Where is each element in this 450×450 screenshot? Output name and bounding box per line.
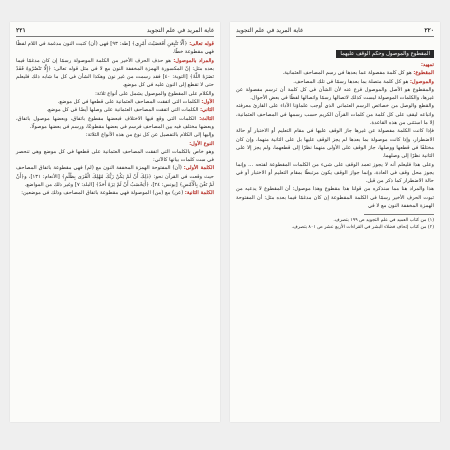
paragraph: والكلام على المقطوع والموصول يشمل على أنواع ثلاثة: bbox=[95, 90, 214, 97]
paragraph: الكلمة الثانية: (عن) مع (من) الموصولة فهي مقطوعة باتفاق المصاحف وذلك في موضعين: bbox=[21, 190, 214, 197]
page-number: ٢٢١ bbox=[16, 27, 26, 34]
page-number: ٢٢٠ bbox=[424, 27, 434, 34]
paragraph: وإليها إلى الكلام بالتفصيل عن كل نوع من هذه الأنواع الثلاثة: bbox=[85, 132, 214, 139]
running-title: غاية المريد في علم التجويد bbox=[146, 27, 214, 34]
paragraph: الثالث: الكلمات التي وقع فيها الاختلاف فبعضها مقطوع باتفاق، وبعضها موصول باتفاق، وبعضها مختلف فيه بين المصاحف فرسم في بعضها مقطوعًا، ورسم في بعضها موصولًا. bbox=[16, 115, 214, 130]
paragraph: وعلى هذا فليعلم أنه لا يجوز تعمد الوقف على شيء من الكلمات المقطوعة لفتحه … وإنما يجوز محل وقف في العادة، وإنما جواز الوقف يكون مرتبطًا بمقام التعليم أو الاختبار أو في حالة الاضطرار كما ذكر من قبل. bbox=[236, 161, 434, 185]
left-running-head bbox=[16, 26, 214, 37]
paragraph: الأول: الكلمات التي اتفقت المصاحف العثمانية على قطعها في كل موضع. bbox=[57, 99, 214, 106]
paragraph: وهو خاص بالكلمات التي اتفقت المصاحف العثمانية على قطعها في كل موضع وهي تنحصر في ست كلمات بيانها كالآتي: bbox=[16, 148, 214, 164]
paragraph: والمقطوع هو الأصل والموصول فرع عنه لأن الشأن في كل كلمة أن ترسم مفصولة عن غيرها، والكلمات الموصولة ليست كذلك لاتصالها رسمًا واتصالها لفظًا في بعض الأحوال. bbox=[236, 86, 434, 102]
footnote: (١) من كتاب العميد في علم التجويد ص ١٩٩ بتصرف. bbox=[333, 218, 434, 224]
paragraph: هذا والمراد هنا مما سنذكره من قولنا هذا مقطوع وهذا موصول: أن المقطوع لا يدعيه من ثبوت الحرف الأخير رسمًا في الكلمة المقطوعة إن كان مدغمًا فيما بعده مثل: أن المفتوحة الهمزة المخففة النون مع لا في bbox=[236, 186, 434, 210]
footnote-divider bbox=[364, 214, 434, 215]
paragraph: والقطع والوصل من خصائص الرسم العثماني الذي أوجب علماؤنا الأداء على القارئ معرفته واتباعه ليقف على كل كلمة من كلمات القرآن الكريم حسب رسمها في المصاحف العثمانية، إلا ما استثنى من هذه القاعدة. bbox=[236, 103, 434, 127]
paragraph: الكلمة الأولى: (أن) المفتوحة الهمزة المخففة النون مع (لم) فهي مقطوعة باتفاق المصاحف حيث وقعت في القرآن نحو: ﴿ذَلِكَ أَنْ لَمْ يَكُنْ رَبُّكَ مُهْلِكَ الْقُرَى بِظُلْمٍ﴾ [الأنعام: ١٣١]، و﴿أَنْ لَمْ تَغْنَ بِالْأَمْسِ﴾ [يونس: ٢٤]، ﴿أَيَحْسَبُ أَنْ لَمْ يَرَهُ أَحَدٌ﴾ [البلد: ٧] وغير ذلك من المواضع. bbox=[16, 165, 215, 189]
footnote: (٢) من كتاب إتحاف فضلاء البشر في القراءات الأربع عشر ص ٨٠١ بتصرف. bbox=[291, 225, 434, 231]
right-page bbox=[230, 22, 440, 422]
paragraph: والموصول: هو كل كلمة متصلة بما بعدها رسمًا في تلك المصاحف. bbox=[293, 78, 434, 85]
subheading: النوع الأول: bbox=[189, 140, 214, 147]
footnotes bbox=[236, 217, 434, 231]
running-title: غاية المريد في علم التجويد bbox=[236, 27, 304, 34]
right-running-head bbox=[236, 26, 434, 37]
left-page bbox=[10, 22, 220, 422]
left-body-text bbox=[16, 40, 214, 198]
paragraph: الثاني: الكلمات التي اتفقت المصاحف العثمانية على وصلها أيضًا في كل موضع. bbox=[46, 107, 214, 114]
paragraph: تمهيد: bbox=[420, 62, 434, 68]
paragraph: قوله تعالى: ﴿أَلَّا تَتَّبِعَنِ أَفَعَصَيْتَ أَمْرِي﴾ [طه: ٩٣] فهي (أن) كتبت النون مدغمة في اللام لفظًا فهي مقطوعة خطًا. bbox=[16, 41, 214, 56]
section-heading: المقطوع والموصول وحكم الوقف عليهما bbox=[336, 50, 434, 58]
paragraph: فإذا كانت الكلمة مفصولة عن غيرها جاز الوقف عليها في مقام التعليم أو الاختبار أو حالة الاضطرار، وإذا كانت موصولة بما بعدها لم يجز الوقف عليها بل على الثانية منهما، وإن كان مختلفًا في قطعها ووصلها، جاز الوقف على الأولى منهما نظرًا إلى قطعهما، ولم يجز إلا على الثانية نظرًا إلى وصلهما. bbox=[236, 128, 434, 160]
paragraph: المقطوع: هو كل كلمة مفصولة عما بعدها في رسم المصاحف العثمانية. bbox=[282, 70, 434, 77]
paragraph: والمراد بالموصول: هو حذف الحرف الأخير من الكلمة الموصولة رسمًا إن كان مدغمًا فيما بعده مثل: إنّ المكسورة الهمزة المخففة النون مع لا في مثل قوله تعالى: ﴿إِلَّا تَنْصُرُوهُ فَقَدْ نَصَرَهُ اللَّهُ﴾ [التوبة: ٤٠] فقد رسمت من غير نون وهكذا الشأن في كل ما شابه ذلك فليعلم حتى لا تقطع إلى النون عليه في كل موضع. bbox=[16, 57, 215, 89]
right-body-text bbox=[236, 61, 434, 210]
